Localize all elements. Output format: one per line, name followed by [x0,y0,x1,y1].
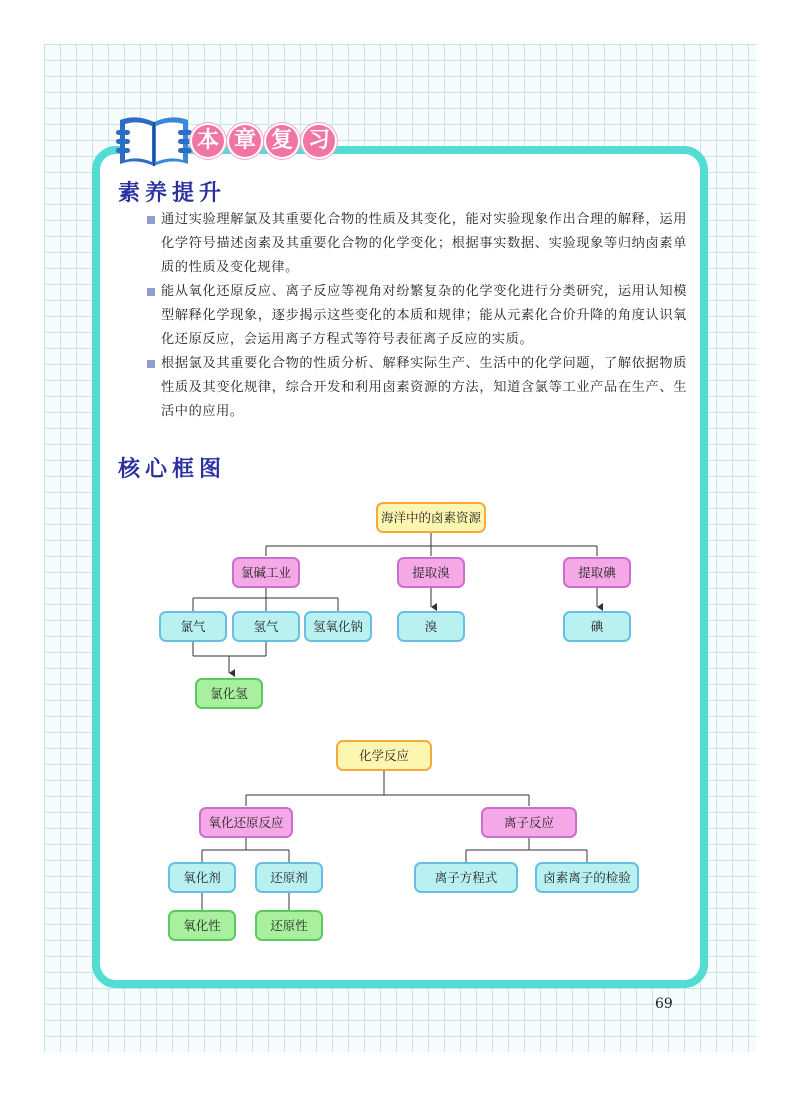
literacy-point: 能从氧化还原反应、离子反应等视角对纷繁复杂的化学变化进行分类研究，运用认知模型解释化学现象，逐步揭示这些变化的本质和规律；能从元素化合价升降的角度认识氧化还原反应，会运用离子方程式等符号表征离子反应的实质。 [147,280,687,352]
literacy-point: 根据氯及其重要化合物的性质分析、解释实际生产、生活中的化学问题，了解依据物质性质及其变化规律，综合开发和利用卤素资源的方法，知道含氯等工业产品在生产、生活中的应用。 [147,352,687,424]
node-extract-bromine: 提取溴 [397,557,465,588]
chapter-review-char-4: 习 [303,125,335,157]
node-hydrogen-chloride: 氯化氢 [195,678,263,709]
node-ocean-halogen-resources: 海洋中的卤素资源 [376,502,486,533]
node-bromine: 溴 [397,611,465,642]
node-hydrogen-gas: 氢气 [232,611,300,642]
node-extract-iodine: 提取碘 [563,557,631,588]
node-iodine: 碘 [563,611,631,642]
node-reducing-property: 还原性 [255,910,323,941]
literacy-section-title: 素养提升 [118,181,227,206]
node-chlorine-gas: 氯气 [159,611,227,642]
open-book-icon [114,112,194,170]
node-chemical-reaction: 化学反应 [336,740,432,771]
node-oxidizing-property: 氧化性 [168,910,236,941]
node-oxidant: 氧化剂 [168,862,236,893]
node-ionic-reaction: 离子反应 [481,807,577,838]
literacy-point: 通过实验理解氯及其重要化合物的性质及其变化，能对实验现象作出合理的解释，运用化学符号描述卤素及其重要化合物的化学变化；根据事实数据、实验现象等归纳卤素单质的性质及变化规律。 [147,208,687,280]
chapter-review-char-3: 复 [266,125,298,157]
node-chlor-alkali-industry: 氯碱工业 [232,557,300,588]
framework-section-title: 核心框图 [118,457,227,482]
bullet-square-icon [147,216,155,224]
chapter-review-char-2: 章 [229,125,261,157]
bullet-square-icon [147,288,155,296]
node-reductant: 还原剂 [255,862,323,893]
node-ionic-equation: 离子方程式 [414,862,518,893]
chapter-review-char-1: 本 [192,125,224,157]
node-redox-reaction: 氧化还原反应 [199,807,293,838]
page-number: 69 [655,996,673,1012]
node-sodium-hydroxide: 氢氧化钠 [304,611,372,642]
literacy-points-list [147,208,687,424]
node-halide-ion-test: 卤素离子的检验 [535,862,639,893]
bullet-square-icon [147,360,155,368]
